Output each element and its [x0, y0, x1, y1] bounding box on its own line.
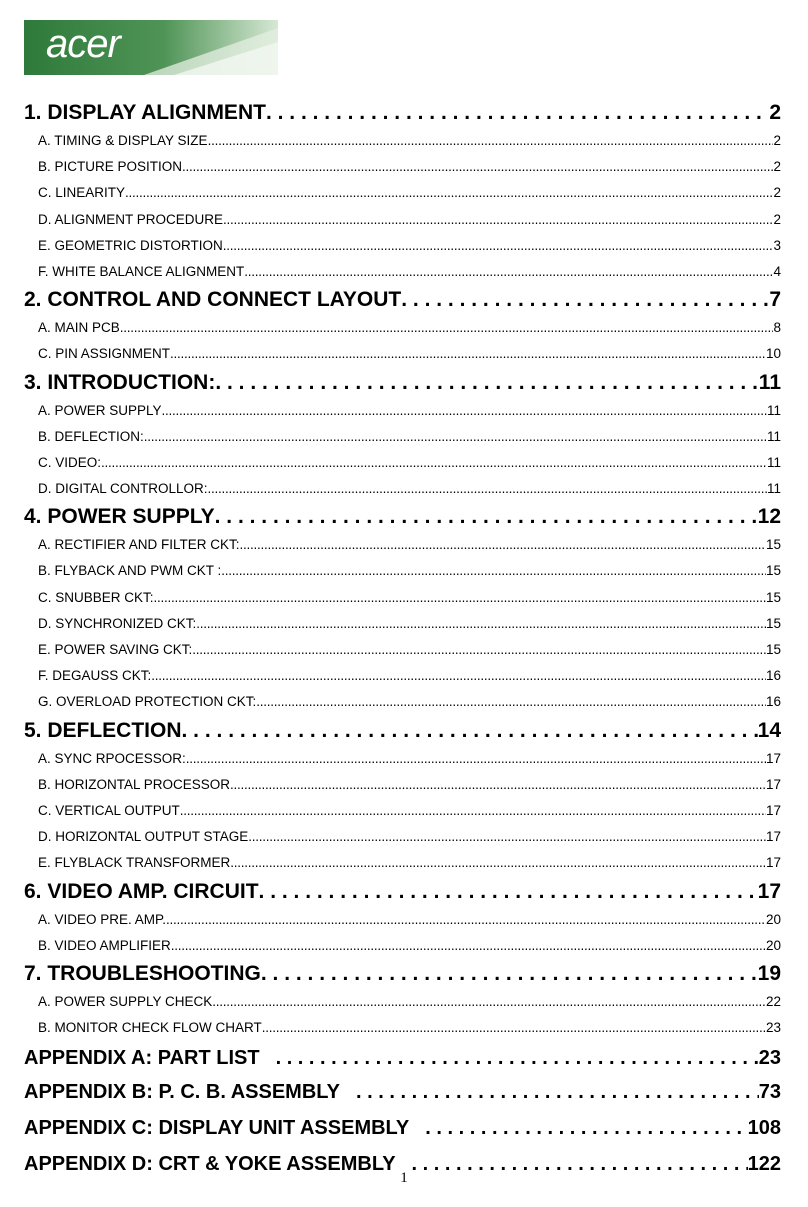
- toc-subsection-entry[interactable]: [24, 424, 781, 450]
- toc-leader-dots: [248, 824, 766, 850]
- toc-leader-dots: [266, 98, 769, 128]
- page-number: 1: [400, 1170, 408, 1186]
- toc-entry-page: 20: [765, 911, 781, 927]
- toc-appendix-entry[interactable]: [24, 1041, 781, 1075]
- toc-entry-page: 11: [766, 402, 781, 418]
- toc-leader-dots: [261, 959, 758, 989]
- toc-entry-label: 6. VIDEO AMP. CIRCUIT: [24, 879, 259, 903]
- toc-section-entry[interactable]: [24, 368, 781, 398]
- toc-entry-page: 16: [765, 694, 781, 710]
- toc-subsection-entry[interactable]: [24, 558, 781, 584]
- toc-entry-label: E. GEOMETRIC DISTORTION: [38, 237, 223, 253]
- toc-entry-label: C. VERTICAL OUTPUT: [38, 802, 180, 818]
- toc-leader-dots: [256, 689, 766, 715]
- toc-subsection-entry[interactable]: [24, 798, 781, 824]
- toc-subsection-entry[interactable]: [24, 772, 781, 798]
- toc-leader-dots: [120, 315, 774, 341]
- toc-entry-page: 17: [765, 829, 781, 845]
- toc-entry-label: 5. DEFLECTION: [24, 718, 182, 742]
- toc-entry-label: APPENDIX C: DISPLAY UNIT ASSEMBLY: [24, 1117, 410, 1140]
- toc-subsection-entry[interactable]: [24, 398, 781, 424]
- toc-leader-dots: [166, 907, 766, 933]
- toc-entry-label: E. FLYBLACK TRANSFORMER: [38, 855, 231, 871]
- toc-leader-dots: [425, 1111, 747, 1145]
- toc-entry-label: A. POWER SUPPLY: [38, 402, 162, 418]
- toc-leader-dots: [230, 772, 766, 798]
- toc-entry-page: 73: [758, 1081, 781, 1104]
- toc-entry-label: D. HORIZONTAL OUTPUT STAGE: [38, 829, 249, 845]
- toc-leader-dots: [240, 532, 766, 558]
- toc-entry-page: 11: [758, 370, 781, 394]
- toc-entry-label: B. DEFLECTION:: [38, 428, 144, 444]
- toc-subsection-entry[interactable]: [24, 180, 781, 206]
- toc-entry-label: A. TIMING & DISPLAY SIZE: [38, 133, 208, 148]
- toc-subsection-entry[interactable]: [24, 746, 781, 772]
- toc-leader-dots: [186, 746, 766, 772]
- toc-entry-page: 16: [765, 668, 781, 684]
- toc-leader-dots: [223, 207, 773, 233]
- toc-leader-dots: [208, 476, 767, 502]
- toc-entry-page: 15: [765, 563, 781, 579]
- toc-entry-page: 14: [757, 718, 781, 742]
- toc-leader-dots: [259, 877, 758, 907]
- toc-leader-dots: [215, 502, 758, 532]
- toc-leader-dots: [208, 128, 774, 154]
- toc-subsection-entry[interactable]: [24, 341, 781, 367]
- toc-entry-page: 8: [773, 320, 781, 336]
- toc-subsection-entry[interactable]: [24, 1015, 781, 1041]
- toc-leader-dots: [212, 989, 766, 1015]
- toc-subsection-entry[interactable]: [24, 989, 781, 1015]
- toc-entry-label: E. POWER SAVING CKT:: [38, 642, 193, 657]
- toc-leader-dots: [196, 611, 766, 637]
- toc-subsection-entry[interactable]: [24, 154, 781, 180]
- toc-entry-page: 15: [765, 642, 781, 657]
- toc-entry-page: 23: [758, 1047, 781, 1070]
- toc-entry-page: 17: [765, 750, 781, 766]
- toc-entry-label: D. SYNCHRONIZED CKT:: [38, 615, 197, 631]
- toc-entry-label: 1. DISPLAY ALIGNMENT: [24, 101, 266, 124]
- toc-entry-label: B. VIDEO AMPLIFIER: [38, 937, 171, 953]
- toc-entry-label: D. ALIGNMENT PROCEDURE: [38, 211, 224, 227]
- toc-entry-page: 17: [757, 879, 781, 903]
- toc-subsection-entry[interactable]: [24, 315, 781, 341]
- toc-subsection-entry[interactable]: [24, 637, 781, 663]
- toc-leader-dots: [101, 450, 767, 476]
- toc-leader-dots: [162, 398, 767, 424]
- toc-entry-page: 10: [765, 346, 781, 362]
- toc-leader-dots: [230, 850, 766, 876]
- toc-leader-dots: [401, 285, 769, 315]
- toc-entry-label: APPENDIX A: PART LIST: [24, 1047, 260, 1070]
- toc-entry-page: 17: [765, 802, 781, 818]
- toc-leader-dots: [154, 585, 766, 611]
- toc-leader-dots: [262, 1015, 766, 1041]
- toc-entry-page: 4: [773, 263, 781, 279]
- toc-entry-page: 20: [765, 937, 781, 953]
- toc-entry-label: B. HORIZONTAL PROCESSOR: [38, 776, 231, 792]
- logo-wordmark: acer: [46, 22, 120, 66]
- toc-leader-dots: [215, 368, 758, 398]
- table-of-contents: [24, 98, 781, 1181]
- toc-entry-label: C. PIN ASSIGNMENT: [38, 346, 171, 362]
- toc-entry-page: 122: [747, 1153, 781, 1176]
- toc-entry-label: C. LINEARITY: [38, 185, 126, 201]
- toc-subsection-entry[interactable]: [24, 824, 781, 850]
- toc-subsection-entry[interactable]: [24, 532, 781, 558]
- toc-entry-page: 2: [773, 211, 781, 227]
- toc-section-entry[interactable]: [24, 98, 781, 128]
- toc-leader-dots: [180, 798, 766, 824]
- toc-leader-dots: [151, 663, 766, 689]
- toc-entry-label: A. POWER SUPPLY CHECK: [38, 993, 213, 1009]
- toc-entry-label: APPENDIX D: CRT & YOKE ASSEMBLY: [24, 1153, 396, 1176]
- toc-entry-page: 108: [747, 1117, 781, 1140]
- toc-entry-label: F. WHITE BALANCE ALIGNMENT: [38, 263, 245, 279]
- toc-section-entry[interactable]: [24, 959, 781, 989]
- toc-leader-dots: [170, 341, 766, 367]
- toc-entry-page: 17: [765, 855, 781, 871]
- toc-entry-page: 11: [766, 481, 781, 497]
- toc-entry-label: 7. TROUBLESHOOTING: [24, 961, 261, 985]
- toc-section-entry[interactable]: [24, 877, 781, 907]
- toc-entry-label: APPENDIX B: P. C. B. ASSEMBLY: [24, 1081, 340, 1104]
- toc-leader-dots: [171, 933, 766, 959]
- toc-entry-page: 2: [773, 185, 781, 201]
- toc-leader-dots: [182, 154, 773, 180]
- toc-entry-label: A. SYNC RPOCESSOR:: [38, 750, 186, 766]
- toc-entry-label: A. VIDEO PRE. AMP.: [38, 911, 167, 927]
- toc-leader-dots: [223, 233, 774, 259]
- toc-leader-dots: [356, 1075, 759, 1109]
- toc-subsection-entry[interactable]: [24, 689, 781, 715]
- toc-leader-dots: [144, 424, 767, 450]
- toc-entry-label: 4. POWER SUPPLY: [24, 505, 215, 529]
- toc-entry-label: B. MONITOR CHECK FLOW CHART: [38, 1020, 262, 1036]
- toc-entry-label: G. OVERLOAD PROTECTION CKT:: [38, 694, 257, 710]
- toc-appendix-entry[interactable]: [24, 1111, 781, 1145]
- toc-subsection-entry[interactable]: [24, 907, 781, 933]
- toc-section-entry[interactable]: [24, 502, 781, 532]
- acer-logo: [24, 20, 278, 75]
- toc-leader-dots: [192, 637, 766, 663]
- toc-subsection-entry[interactable]: [24, 663, 781, 689]
- toc-entry-page: 15: [765, 589, 781, 605]
- toc-entry-page: 15: [765, 615, 781, 631]
- toc-entry-page: 3: [773, 237, 781, 253]
- toc-entry-page: 2: [769, 101, 781, 124]
- toc-entry-page: 17: [765, 776, 781, 792]
- toc-entry-page: 7: [769, 288, 781, 312]
- toc-section-entry[interactable]: [24, 285, 781, 315]
- toc-section-entry[interactable]: [24, 716, 781, 746]
- toc-leader-dots: [276, 1041, 759, 1075]
- toc-entry-label: 3. INTRODUCTION:: [24, 370, 216, 394]
- toc-entry-page: 11: [766, 428, 781, 444]
- toc-entry-page: 19: [757, 961, 781, 985]
- toc-entry-page: 11: [766, 454, 781, 470]
- toc-subsection-entry[interactable]: [24, 933, 781, 959]
- toc-entry-label: C. SNUBBER CKT:: [38, 589, 154, 605]
- toc-entry-page: 2: [773, 159, 781, 175]
- toc-entry-page: 2: [773, 133, 781, 148]
- toc-leader-dots: [125, 180, 773, 206]
- toc-leader-dots: [182, 716, 758, 746]
- toc-entry-label: F. DEGAUSS CKT:: [38, 668, 152, 684]
- toc-entry-label: A. MAIN PCB: [38, 320, 120, 336]
- toc-subsection-entry[interactable]: [24, 128, 781, 154]
- toc-subsection-entry[interactable]: [24, 233, 781, 259]
- toc-appendix-entry[interactable]: [24, 1075, 781, 1109]
- toc-entry-label: B. PICTURE POSITION: [38, 159, 183, 175]
- toc-subsection-entry[interactable]: [24, 259, 781, 285]
- toc-entry-page: 15: [765, 537, 781, 553]
- toc-entry-page: 12: [757, 505, 781, 529]
- toc-subsection-entry[interactable]: [24, 611, 781, 637]
- toc-entry-label: D. DIGITAL CONTROLLOR:: [38, 481, 208, 497]
- toc-entry-label: B. FLYBACK AND PWM CKT :: [38, 563, 222, 579]
- toc-subsection-entry[interactable]: [24, 850, 781, 876]
- toc-subsection-entry[interactable]: [24, 207, 781, 233]
- toc-entry-page: 23: [765, 1020, 781, 1036]
- toc-entry-page: 22: [765, 993, 781, 1009]
- toc-leader-dots: [221, 558, 766, 584]
- toc-subsection-entry[interactable]: [24, 476, 781, 502]
- toc-subsection-entry[interactable]: [24, 450, 781, 476]
- toc-entry-label: A. RECTIFIER AND FILTER CKT:: [38, 537, 240, 553]
- toc-entry-label: C. VIDEO:: [38, 454, 102, 470]
- toc-entry-label: 2. CONTROL AND CONNECT LAYOUT: [24, 288, 402, 312]
- toc-subsection-entry[interactable]: [24, 585, 781, 611]
- toc-leader-dots: [244, 259, 773, 285]
